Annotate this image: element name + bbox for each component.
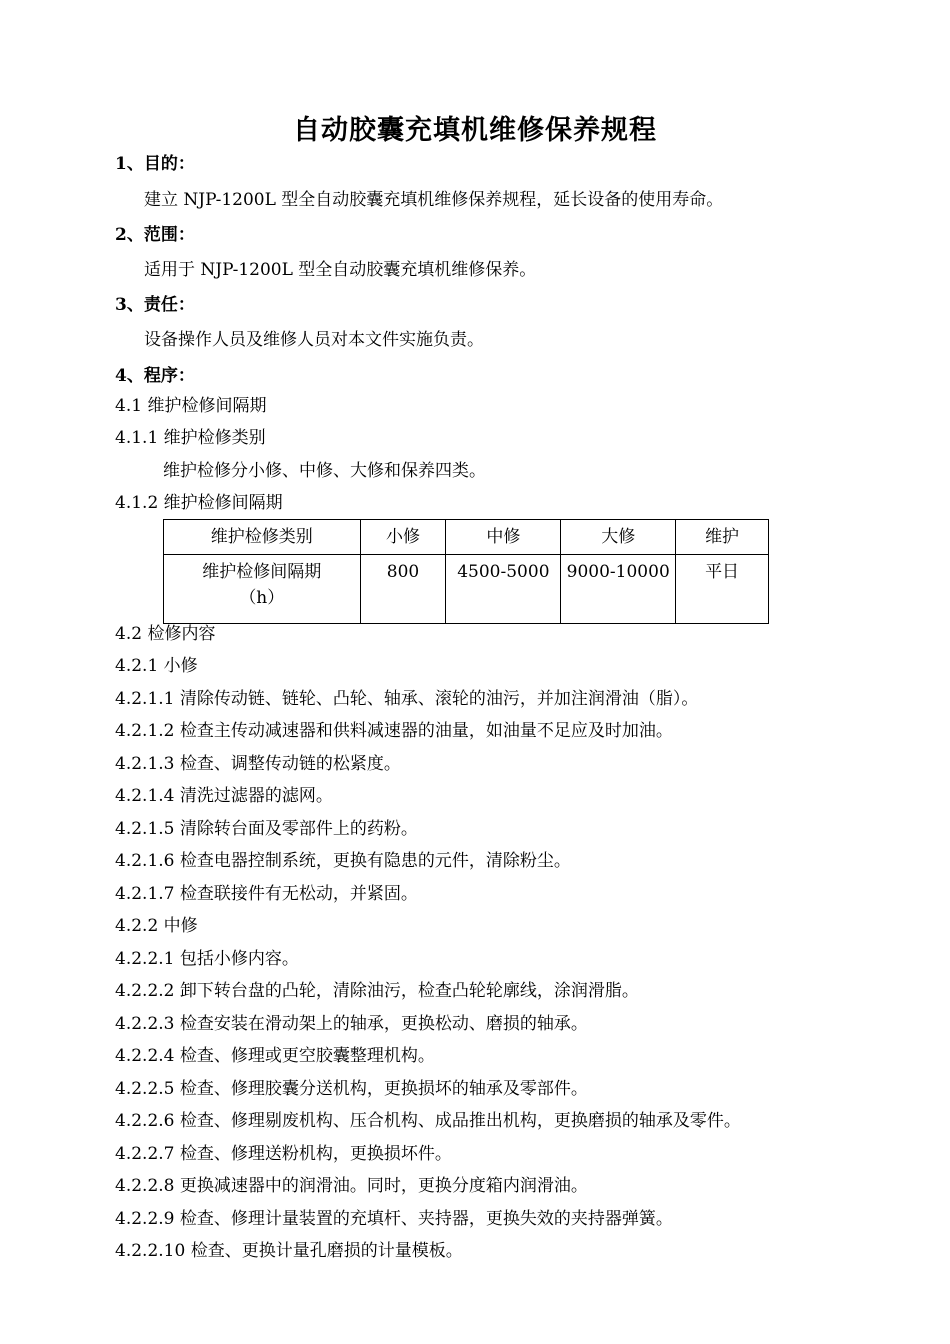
list-item: 4.2.1.2 检查主传动减速器和供料减速器的油量，如油量不足应及时加油。: [115, 721, 673, 741]
table-row-label-line1: 维护检修间隔期: [202, 562, 322, 582]
clause-4-1-2: 4.1.2 维护检修间隔期: [115, 493, 283, 513]
list-item: 4.2.2.10 检查、更换计量孔磨损的计量模板。: [115, 1241, 463, 1261]
section-3-text: 设备操作人员及维修人员对本文件实施负责。: [144, 330, 484, 350]
table-cell: 9000-10000: [561, 555, 676, 624]
interval-table: [163, 519, 769, 624]
clause-4-2: 4.2 检修内容: [115, 624, 216, 644]
list-item: 4.2.1.3 检查、调整传动链的松紧度。: [115, 754, 401, 774]
section-2-text: 适用于 NJP-1200L 型全自动胶囊充填机维修保养。: [144, 260, 537, 280]
section-2-heading: 2、范围：: [115, 225, 195, 245]
list-item: 4.2.2.6 检查、修理剔废机构、压合机构、成品推出机构，更换磨损的轴承及零件。: [115, 1111, 741, 1131]
table-cell: 平日: [676, 555, 769, 624]
list-item: 4.2.2.7 检查、修理送粉机构，更换损坏件。: [115, 1144, 452, 1164]
table-row: [164, 555, 769, 624]
table-header-cell: 中修: [446, 520, 561, 555]
table-header-cell: 小修: [360, 520, 446, 555]
list-item: 4.2.2.5 检查、修理胶囊分送机构，更换损坏的轴承及零部件。: [115, 1079, 588, 1099]
section-3-heading: 3、责任：: [115, 295, 195, 315]
clause-4-2-2: 4.2.2 中修: [115, 916, 198, 936]
list-item: 4.2.2.3 检查安装在滑动架上的轴承，更换松动、磨损的轴承。: [115, 1014, 588, 1034]
list-item: 4.2.1.6 检查电器控制系统，更换有隐患的元件，清除粉尘。: [115, 851, 571, 871]
section-1-heading: 1、目的：: [115, 154, 195, 174]
table-row-label-line2: （h）: [239, 588, 285, 608]
table-cell: 4500-5000: [446, 555, 561, 624]
clause-4-1-1-text: 维护检修分小修、中修、大修和保养四类。: [163, 461, 486, 481]
table-cell: 800: [360, 555, 446, 624]
list-item: 4.2.1.5 清除转台面及零部件上的药粉。: [115, 819, 418, 839]
list-item: 4.2.2.2 卸下转台盘的凸轮，清除油污，检查凸轮轮廓线，涂润滑脂。: [115, 981, 639, 1001]
clause-4-2-1: 4.2.1 小修: [115, 656, 198, 676]
list-item: 4.2.2.8 更换减速器中的润滑油。同时，更换分度箱内润滑油。: [115, 1176, 588, 1196]
list-item: 4.2.2.4 检查、修理或更空胶囊整理机构。: [115, 1046, 435, 1066]
table-header-row: [164, 520, 769, 555]
section-4-heading: 4、程序：: [115, 366, 195, 386]
table-row-label: [164, 555, 361, 624]
section-1-text: 建立 NJP-1200L 型全自动胶囊充填机维修保养规程，延长设备的使用寿命。: [144, 190, 724, 210]
table-header-cell: 维护: [676, 520, 769, 555]
table-header-cell: 维护检修类别: [164, 520, 361, 555]
table-header-cell: 大修: [561, 520, 676, 555]
clause-4-1-1: 4.1.1 维护检修类别: [115, 428, 266, 448]
list-item: 4.2.1.7 检查联接件有无松动，并紧固。: [115, 884, 418, 904]
list-item: 4.2.2.1 包括小修内容。: [115, 949, 299, 969]
list-item: 4.2.1.1 清除传动链、链轮、凸轮、轴承、滚轮的油污，并加注润滑油（脂）。: [115, 689, 699, 709]
list-item: 4.2.1.4 清洗过滤器的滤网。: [115, 786, 333, 806]
page-title: 自动胶囊充填机维修保养规程: [293, 115, 657, 146]
clause-4-1: 4.1 维护检修间隔期: [115, 396, 267, 416]
list-item: 4.2.2.9 检查、修理计量装置的充填杆、夹持器，更换失效的夹持器弹簧。: [115, 1209, 673, 1229]
